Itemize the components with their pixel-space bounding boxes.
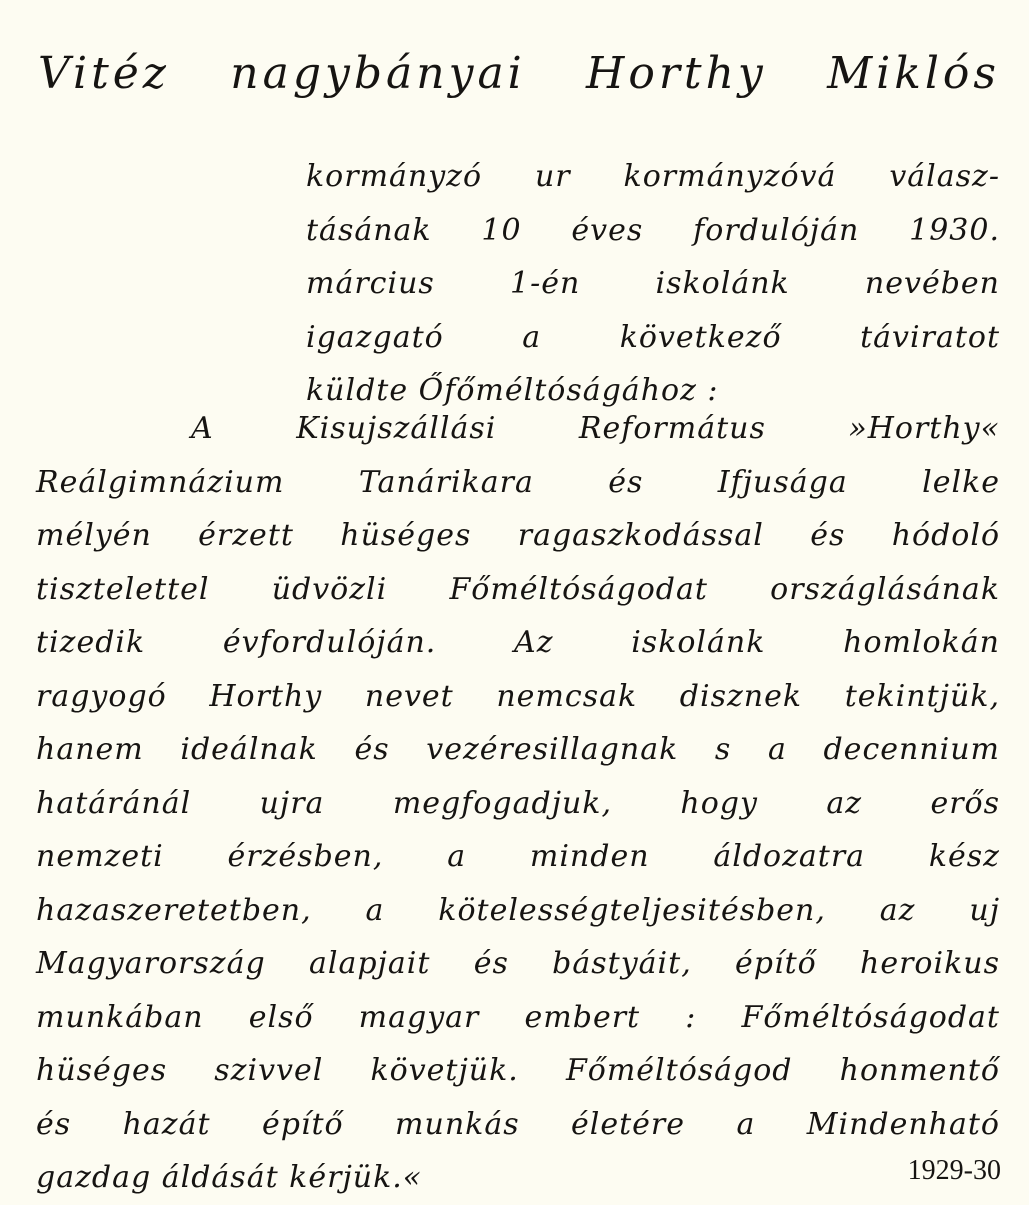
telegram-line: hanem ideálnak és vezéresillagnak s a decennium bbox=[36, 732, 1000, 767]
telegram-line: gazdag áldását kérjük.« bbox=[36, 1160, 423, 1195]
telegram-line: hazaszeretetben, a kötelességteljesitésben, az uj bbox=[36, 892, 1000, 928]
telegram-line: határánál ujra megfogadjuk, hogy az erős bbox=[36, 785, 1000, 821]
telegram-text bbox=[36, 402, 1000, 1205]
title-word-vitez: Vitéz bbox=[38, 48, 170, 99]
telegram-line: ragyogó Horthy nevet nemcsak disznek tekintjük, bbox=[36, 678, 1000, 714]
telegram-line: Magyarország alapjait és bástyáit, építő heroikus bbox=[36, 946, 1000, 981]
telegram-line: munkában első magyar embert : Főméltóságodat bbox=[36, 999, 1000, 1035]
telegram-line: mélyén érzett hüséges ragaszkodással és hódoló bbox=[36, 518, 1000, 553]
title-word-nagybanyai: nagybányai bbox=[230, 48, 526, 99]
year-label: 1929-30 bbox=[907, 1155, 1001, 1186]
title-word-horthy: Horthy bbox=[586, 48, 767, 99]
telegram-line: hüséges szivvel követjük. Főméltóságod honmentő bbox=[36, 1053, 1000, 1088]
telegram-line: nemzeti érzésben, a minden áldozatra kész bbox=[36, 839, 1000, 874]
intro-line: igazgató a következő táviratot bbox=[306, 319, 1000, 355]
telegram-line: Reálgimnázium Tanárikara és Ifjusága lelke bbox=[36, 464, 1000, 500]
intro-line: kormányzó ur kormányzóvá válasz- bbox=[306, 159, 1000, 194]
intro-line: tásának 10 éves fordulóján 1930. bbox=[306, 212, 1000, 248]
telegram-line: tisztelettel üdvözli Főméltóságodat országlásának bbox=[36, 571, 1000, 607]
telegram-line: A Kisujszállási Református »Horthy« bbox=[191, 411, 1000, 446]
intro-line: küldte Őfőméltóságához : bbox=[306, 373, 719, 408]
title-word-miklos: Miklós bbox=[827, 48, 1000, 99]
intro-paragraph bbox=[306, 150, 1000, 418]
document-title bbox=[38, 48, 1000, 99]
telegram-line: és hazát építő munkás életére a Mindenható bbox=[36, 1106, 1000, 1142]
telegram-line: tizedik évfordulóján. Az iskolánk homlokán bbox=[36, 625, 1000, 660]
intro-line: március 1-én iskolánk nevében bbox=[306, 266, 1000, 301]
